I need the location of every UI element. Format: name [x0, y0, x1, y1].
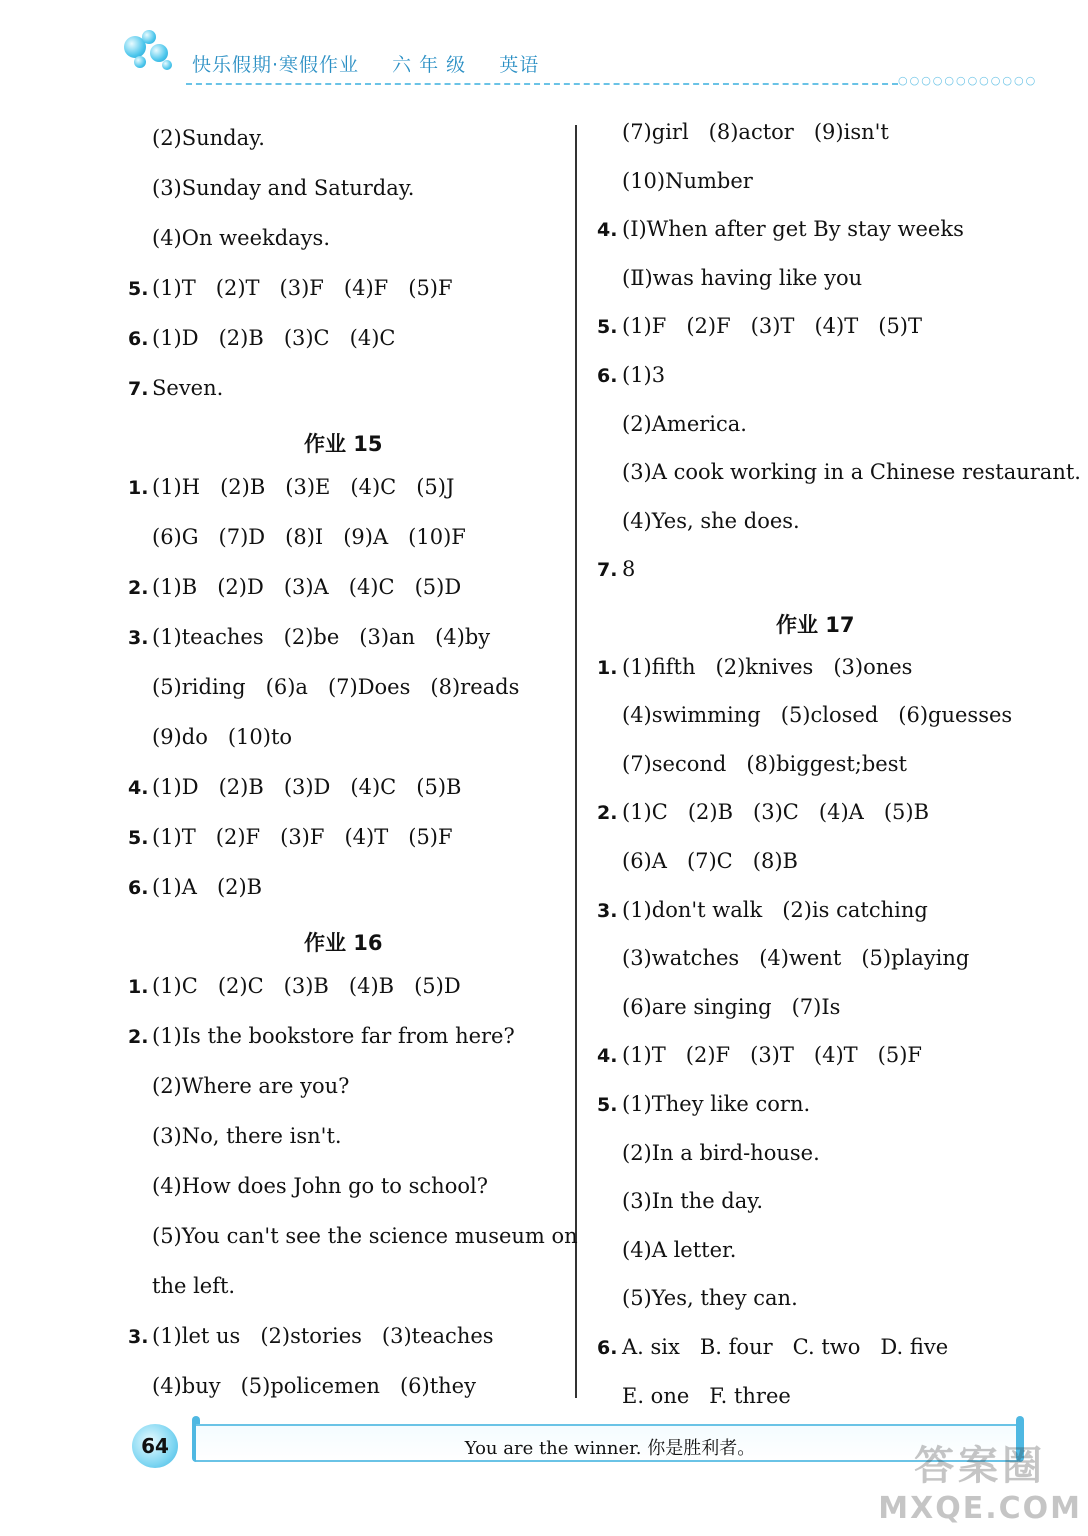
answer-line: (1)let us (2)stories (3)teaches: [152, 1323, 494, 1348]
answer-line: (7)girl (8)actor (9)isn't: [622, 120, 889, 144]
column-divider: [575, 125, 577, 1398]
answer-line: (1)D (2)B (3)D (4)C (5)B: [152, 774, 462, 799]
answer-line: (1)don't walk (2)is catching: [622, 897, 928, 922]
answer-line: (2)Sunday.: [152, 126, 265, 150]
answer-line: 8: [622, 557, 636, 582]
answer-line: (4)On weekdays.: [152, 225, 330, 250]
answer-line: (1)C (2)C (3)B (4)B (5)D: [152, 974, 461, 999]
answer-line: (2)America.: [622, 411, 747, 436]
question-number: 3.: [128, 627, 149, 649]
question-number: 4.: [597, 1045, 618, 1068]
answer-line: (4)swimming (5)closed (6)guesses: [622, 703, 1013, 728]
answer-line: (1)A (2)B: [152, 874, 263, 899]
answer-line: (1)3: [622, 363, 666, 387]
bubbles-logo-icon: [120, 30, 180, 80]
question-number: 6.: [597, 1337, 618, 1359]
section-heading: 作业 17: [776, 613, 855, 637]
answer-line: (1)fifth (2)knives (3)ones: [622, 654, 913, 679]
question-number: 1.: [128, 477, 149, 500]
answer-line: A. six B. four C. two D. five: [622, 1335, 949, 1359]
question-number: 6.: [597, 365, 618, 387]
page-header: [0, 0, 1088, 100]
question-number: 7.: [128, 377, 149, 400]
question-number: 4.: [597, 219, 618, 242]
answer-line: (3)No, there isn't.: [152, 1124, 342, 1148]
answer-line: (5)riding (6)a (7)Does (8)reads: [152, 674, 520, 699]
book-title: 快乐假期·寒假作业: [192, 54, 360, 76]
answer-line: (4)Yes, she does.: [622, 508, 800, 533]
question-number: 5.: [128, 277, 149, 300]
header-dots: ○○○○○○○○○○○○: [898, 74, 1038, 87]
answer-line: (5)Yes, they can.: [622, 1286, 798, 1311]
question-number: 6.: [128, 876, 149, 899]
section-heading: 作业 16: [304, 931, 383, 956]
answer-line: (2)In a bird-house.: [622, 1140, 820, 1165]
watermark-url: MXQE.COM: [878, 1491, 1082, 1526]
answer-line: (7)second (8)biggest;best: [622, 751, 907, 776]
answer-line: (6)G (7)D (8)I (9)A (10)F: [152, 525, 466, 550]
answer-line: (5)You can't see the science museum on: [152, 1223, 578, 1248]
answer-line: (1)H (2)B (3)E (4)C (5)J: [152, 475, 455, 500]
question-number: 5.: [597, 316, 618, 339]
answer-line: (9)do (10)to: [152, 724, 293, 749]
answer-line: (10)Number: [622, 168, 753, 193]
answer-line: Seven.: [152, 375, 224, 400]
answer-line: (1)T (2)F (3)T (4)T (5)F: [622, 1043, 922, 1068]
answer-line: (4)How does John go to school?: [152, 1173, 488, 1198]
page-number: 64: [132, 1424, 178, 1468]
question-number: 6.: [128, 327, 149, 350]
answer-line: (6)A (7)C (8)B: [622, 849, 798, 873]
answer-line: (1)B (2)D (3)A (4)C (5)D: [152, 575, 462, 600]
answer-line: E. one F. three: [622, 1383, 791, 1408]
question-number: 5.: [597, 1094, 618, 1116]
header-title: [192, 50, 565, 77]
question-number: 2.: [128, 1026, 149, 1049]
answer-line: (1)Is the bookstore far from here?: [152, 1024, 515, 1049]
answer-line: (3)In the day.: [622, 1189, 764, 1214]
section-heading: 作业 15: [304, 432, 383, 457]
answer-line: (1)They like corn.: [622, 1092, 811, 1116]
question-number: 3.: [128, 1325, 149, 1348]
question-number: 2.: [597, 802, 618, 825]
answer-line: (3)A cook working in a Chinese restaurant.: [622, 460, 1081, 485]
question-number: 2.: [128, 577, 149, 600]
answer-line: (Ⅰ)When after get By stay weeks: [622, 217, 964, 242]
answer-line: (4)buy (5)policemen (6)they: [152, 1373, 476, 1398]
answer-line: (6)are singing (7)Is: [622, 994, 841, 1019]
header-dashed-rule: [186, 83, 898, 85]
question-number: 4.: [128, 776, 149, 799]
question-number: 5.: [128, 826, 149, 849]
question-number: 1.: [597, 656, 618, 679]
question-number: 1.: [128, 976, 149, 999]
answer-line: (1)D (2)B (3)C (4)C: [152, 325, 396, 350]
footer-slogan: You are the winner. 你是胜利者。: [464, 1438, 756, 1459]
answer-line: (2)Where are you?: [152, 1074, 350, 1099]
answer-line: (1)T (2)T (3)F (4)F (5)F: [152, 275, 453, 300]
grade-label: 六 年 级: [392, 54, 467, 76]
answer-line: (1)teaches (2)be (3)an (4)by: [152, 625, 491, 649]
answer-line: (3)watches (4)went (5)playing: [622, 946, 970, 971]
subject-label: 英语: [499, 54, 540, 76]
answer-line: the left.: [152, 1273, 236, 1298]
answer-line: (Ⅱ)was having like you: [622, 265, 863, 290]
question-number: 3.: [597, 899, 618, 922]
site-watermark: [878, 1434, 1082, 1526]
answer-line: (4)A letter.: [622, 1237, 737, 1262]
watermark-logo-text: 答案圈: [914, 1443, 1047, 1489]
question-number: 7.: [597, 559, 618, 582]
answer-line: (3)Sunday and Saturday.: [152, 175, 415, 200]
answer-line: (1)T (2)F (3)F (4)T (5)F: [152, 824, 453, 849]
answer-line: (1)F (2)F (3)T (4)T (5)T: [622, 314, 922, 339]
answer-line: (1)C (2)B (3)C (4)A (5)B: [622, 800, 930, 825]
